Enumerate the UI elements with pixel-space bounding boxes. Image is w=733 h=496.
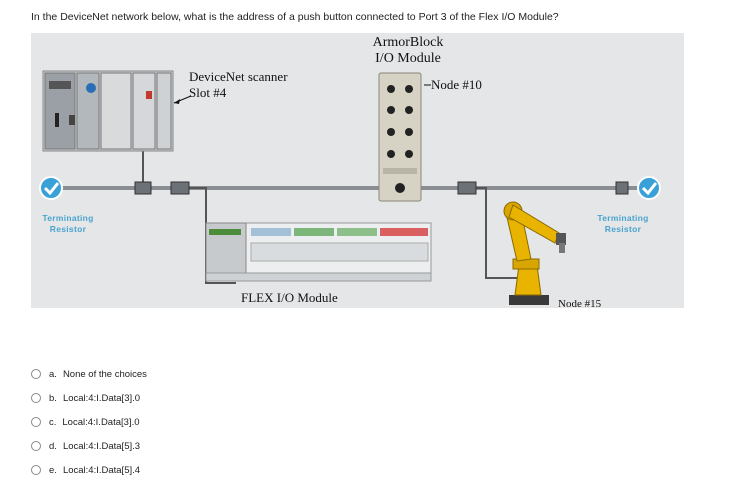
option-b-letter: b. xyxy=(49,392,57,404)
answer-options xyxy=(31,362,147,482)
radio-b[interactable] xyxy=(31,393,41,403)
tap-connector-4 xyxy=(616,182,628,194)
option-b-text: Local:4:I.Data[3].0 xyxy=(62,392,141,404)
scanner-label-line2: Slot #4 xyxy=(189,85,227,100)
plc-chassis-image xyxy=(43,71,173,151)
option-c[interactable] xyxy=(31,410,147,434)
network-drawing xyxy=(31,33,684,308)
option-c-text: Local:4:I.Data[3].0 xyxy=(62,416,140,428)
radio-d[interactable] xyxy=(31,441,41,451)
option-c-letter: c. xyxy=(49,416,57,428)
terminating-resistor-right-check xyxy=(638,177,660,199)
armorblock-label xyxy=(368,35,448,67)
option-e[interactable] xyxy=(31,458,147,482)
node15-label: Node #15 xyxy=(558,298,602,308)
question-text: In the DeviceNet network below, what is the address of a push button connected to Port 3 of the Flex I/O Module? xyxy=(31,11,559,23)
armorblock-module-image xyxy=(379,73,421,201)
option-d[interactable] xyxy=(31,434,147,458)
terminating-resistor-right-label xyxy=(588,213,658,235)
option-b[interactable] xyxy=(31,386,147,410)
terminating-right-line2: Resistor xyxy=(604,224,642,234)
scanner-label-line1: DeviceNet scanner xyxy=(189,69,288,84)
terminating-resistor-left-label xyxy=(33,213,103,235)
armorblock-label-line2: I/O Module xyxy=(375,51,441,66)
option-a[interactable] xyxy=(31,362,147,386)
option-a-letter: a. xyxy=(49,368,57,380)
radio-e[interactable] xyxy=(31,465,41,475)
node10-label: Node #10 xyxy=(431,77,482,92)
robot-node-image xyxy=(504,202,566,305)
radio-a[interactable] xyxy=(31,369,41,379)
terminating-left-line1: Terminating xyxy=(42,213,94,223)
flex-io-module-image xyxy=(206,223,431,281)
option-a-text: None of the choices xyxy=(62,368,147,380)
option-e-letter: e. xyxy=(49,464,57,476)
devicenet-diagram xyxy=(31,33,684,308)
option-d-letter: d. xyxy=(49,440,57,452)
radio-c[interactable] xyxy=(31,417,41,427)
terminating-left-line2: Resistor xyxy=(49,224,87,234)
terminating-resistor-left-check xyxy=(40,177,62,199)
armorblock-label-line1: ArmorBlock xyxy=(372,35,444,50)
tap-connector-1 xyxy=(135,182,151,194)
tap-connector-3 xyxy=(458,182,476,194)
flex-io-label: FLEX I/O Module xyxy=(241,290,338,305)
scanner-label xyxy=(189,69,288,101)
option-e-text: Local:4:I.Data[5].4 xyxy=(62,464,141,476)
tap-connector-2 xyxy=(171,182,189,194)
option-d-text: Local:4:I.Data[5].3 xyxy=(62,440,141,452)
terminating-right-line1: Terminating xyxy=(597,213,649,223)
